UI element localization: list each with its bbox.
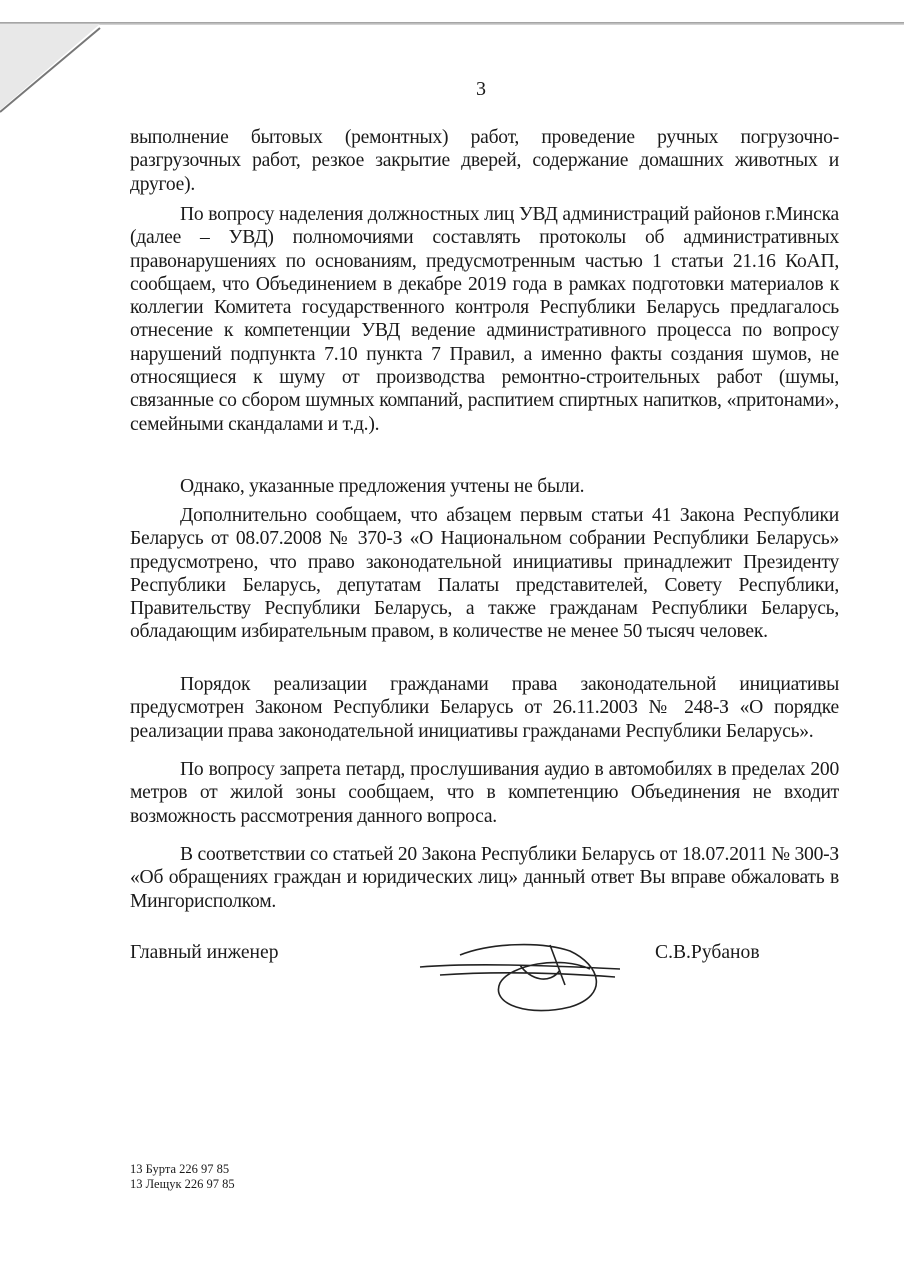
page-number: 3 (476, 78, 486, 100)
handwritten-signature (400, 925, 640, 1035)
footer-contacts (130, 1162, 235, 1192)
paragraph: По вопросу запрета петард, прослушивания аудио в автомобилях в пределах 200 метров от жилой зоны сообщаем, что в компетенцию Объединения не входит возможность рассмотрения данного вопроса. (130, 759, 839, 827)
scan-edge (0, 22, 904, 25)
paragraph: Порядок реализации гражданами права законодательной инициативы предусмотрен Законом Республики Беларусь от 26.11.2003 № 248-З «О порядке реализации права законодательной инициативы гражданами Республики Беларусь». (130, 674, 839, 742)
paragraph: Дополнительно сообщаем, что абзацем первым статьи 41 Закона Республики Беларусь от 08.07.2008 № 370-З «О Национальном собрании Республики Беларусь» предусмотрено, что право законодательной инициативы принадлежит Президенту Республики Беларусь, депутатам Палаты представителей, Совету Республики, Правительству Республики Беларусь, а также гражданам Республики Беларусь, обладающим избирательным правом, в количестве не менее 50 тысяч человек. (130, 505, 839, 643)
paragraph: В соответствии со статьей 20 Закона Республики Беларусь от 18.07.2011 № 300-З «Об обращениях граждан и юридических лиц» данный ответ Вы вправе обжаловать в Мингорисполком. (130, 844, 839, 912)
scan-fold-corner (0, 0, 110, 120)
paragraph: выполнение бытовых (ремонтных) работ, проведение ручных погрузочно-разгрузочных работ, резкое закрытие дверей, содержание домашних животных и другое). (130, 127, 839, 195)
paragraph: Однако, указанные предложения учтены не были. (180, 476, 585, 497)
paragraph: По вопросу наделения должностных лиц УВД администраций районов г.Минска (далее – УВД) полномочиями составлять протоколы об административных правонарушениях по основаниям, предусмотренным частью 1 статьи 21.16 КоАП, сообщаем, что Объединением в декабре 2019 года в рамках подготовки материалов к коллегии Комитета государственного контроля Республики Беларусь предлагалось отнесение к компетенции УВД ведение административного процесса по вопросу нарушений подпункта 7.10 пункта 7 Правил, а именно факты создания шумов, не относящиеся к шуму от производства ремонтно-строительных работ (шумы, связанные со сбором шумных компаний, распитием спиртных напитков, «притонами», семейными скандалами и т.д.). (130, 204, 839, 435)
contact-line: 13 Бурта 226 97 85 (130, 1162, 230, 1176)
signatory-role: Главный инженер (130, 942, 279, 963)
signatory-name: С.В.Рубанов (655, 942, 760, 963)
contact-line: 13 Лещук 226 97 85 (130, 1177, 235, 1191)
